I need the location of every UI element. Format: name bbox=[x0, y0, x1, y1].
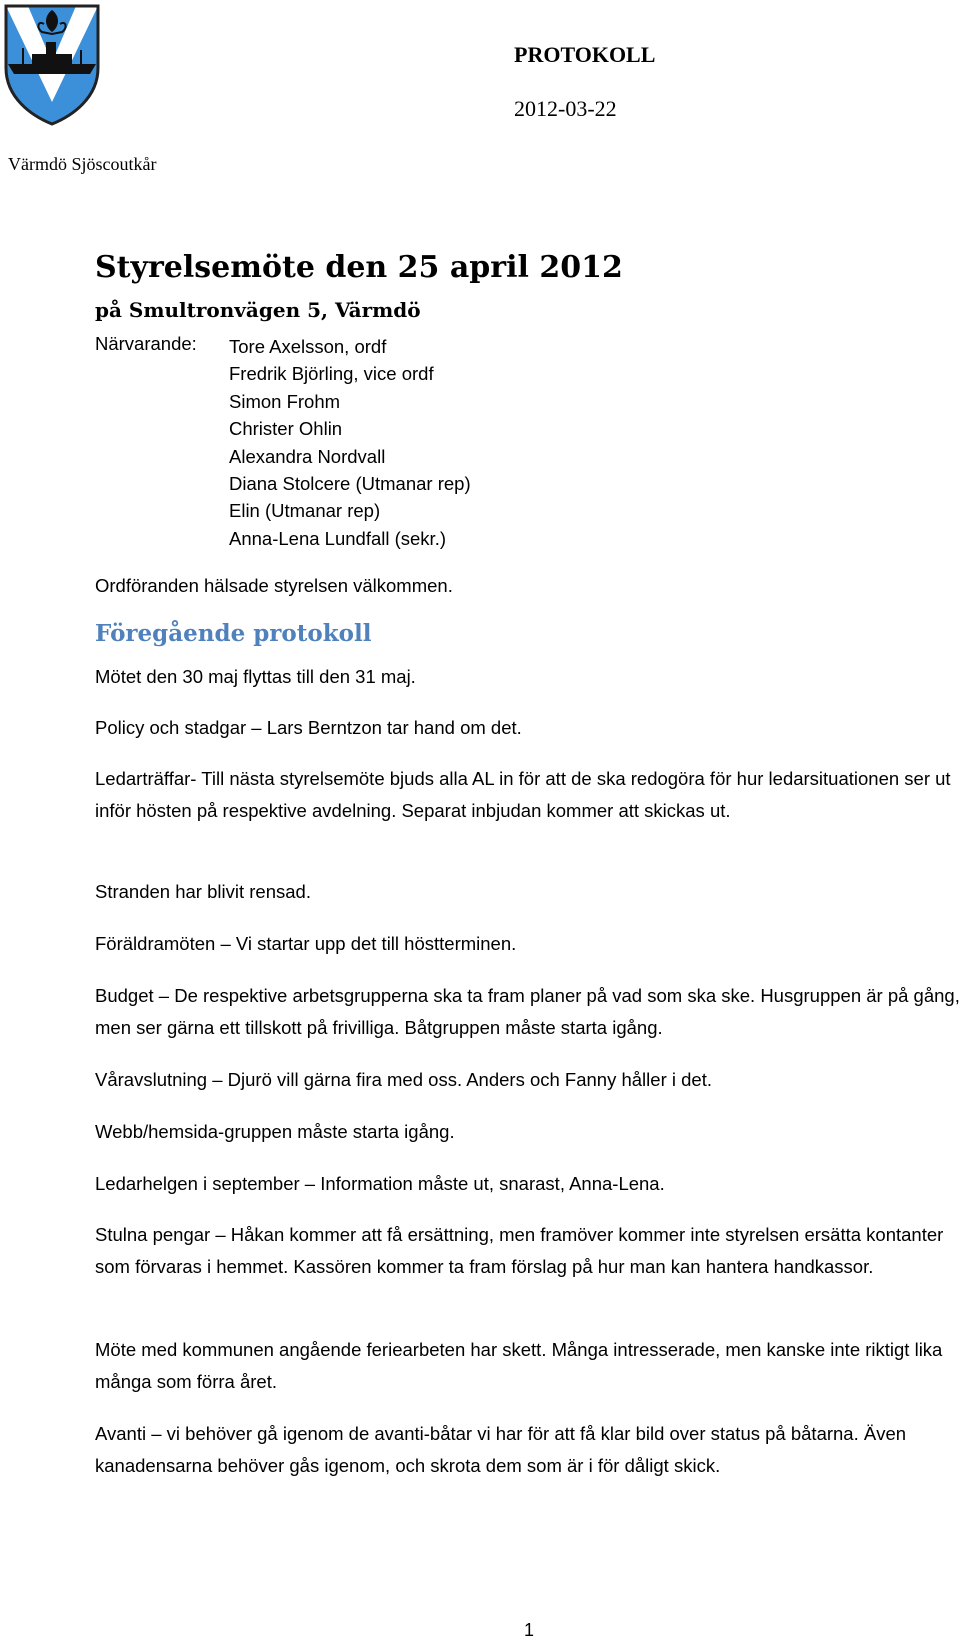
attendee-item: Anna-Lena Lundfall (sekr.) bbox=[229, 527, 446, 549]
paragraph: Föräldramöten – Vi startar upp det till höstterminen. bbox=[95, 933, 517, 954]
paragraph: Policy och stadgar – Lars Berntzon tar hand om det. bbox=[95, 717, 522, 738]
paragraph: Möte med kommunen angående feriearbeten har skett. Många intresserade, men kanske inte riktigt lika många som förra året. bbox=[95, 1339, 943, 1392]
welcome-text: Ordföranden hälsade styrelsen välkommen. bbox=[95, 575, 453, 596]
paragraph: Stulna pengar – Håkan kommer att få ersättning, men framöver kommer inte styrelsen ersätta kontanter som förvaras i hemmet. Kassören kommer ta fram förslag på hur man kan hantera handkassor. bbox=[95, 1224, 944, 1277]
paragraph: Våravslutning – Djurö vill gärna fira med oss. Anders och Fanny håller i det. bbox=[95, 1069, 712, 1090]
paragraph: Ledarhelgen i september – Information måste ut, snarast, Anna-Lena. bbox=[95, 1173, 665, 1194]
attendee-item: Simon Frohm bbox=[229, 390, 341, 412]
meeting-location: på Smultronvägen 5, Värmdö bbox=[95, 298, 421, 322]
attendee-item: Elin (Utmanar rep) bbox=[229, 500, 381, 522]
paragraph: Webb/hemsida-gruppen måste starta igång. bbox=[95, 1121, 455, 1142]
document-type: PROTOKOLL bbox=[514, 42, 656, 67]
paragraph: Budget – De respektive arbetsgrupperna ska ta fram planer på vad som ska ske. Husgruppen är på gång, men ser gärna ett tillskott på frivilliga. Båtgruppen måste starta igång. bbox=[95, 985, 960, 1038]
paragraph: Avanti – vi behöver gå igenom de avanti-båtar vi har för att få klar bild over status på båtarna. Även kanadensarna behöver gås igenom, och skrota dem som är i för dåligt skick. bbox=[95, 1423, 907, 1476]
paragraph: Stranden har blivit rensad. bbox=[95, 881, 311, 902]
attendance-label: Närvarande: bbox=[95, 333, 197, 354]
attendee-item: Alexandra Nordvall bbox=[229, 445, 386, 467]
attendee-list bbox=[229, 333, 471, 552]
attendee-item: Fredrik Björling, vice ordf bbox=[229, 363, 434, 385]
document-date: 2012-03-22 bbox=[514, 96, 617, 121]
page-title: Styrelsemöte den 25 april 2012 bbox=[95, 250, 623, 285]
paragraph: Ledarträffar- Till nästa styrelsemöte bjuds alla AL in för att de ska redogöra för hur ledarsituationen ser ut inför hösten på respektive avdelning. Separat inbjudan kommer att skickas ut. bbox=[95, 768, 951, 821]
page-number: 1 bbox=[524, 1620, 535, 1640]
organization-name: Värmdö Sjöscoutkår bbox=[8, 154, 157, 174]
organization-logo bbox=[2, 2, 102, 128]
attendee-item: Christer Ohlin bbox=[229, 418, 343, 440]
attendee-item: Diana Stolcere (Utmanar rep) bbox=[229, 473, 471, 495]
paragraph: Mötet den 30 maj flyttas till den 31 maj. bbox=[95, 666, 416, 687]
section-heading: Föregående protokoll bbox=[95, 620, 372, 647]
attendee-item: Tore Axelsson, ordf bbox=[229, 336, 387, 357]
